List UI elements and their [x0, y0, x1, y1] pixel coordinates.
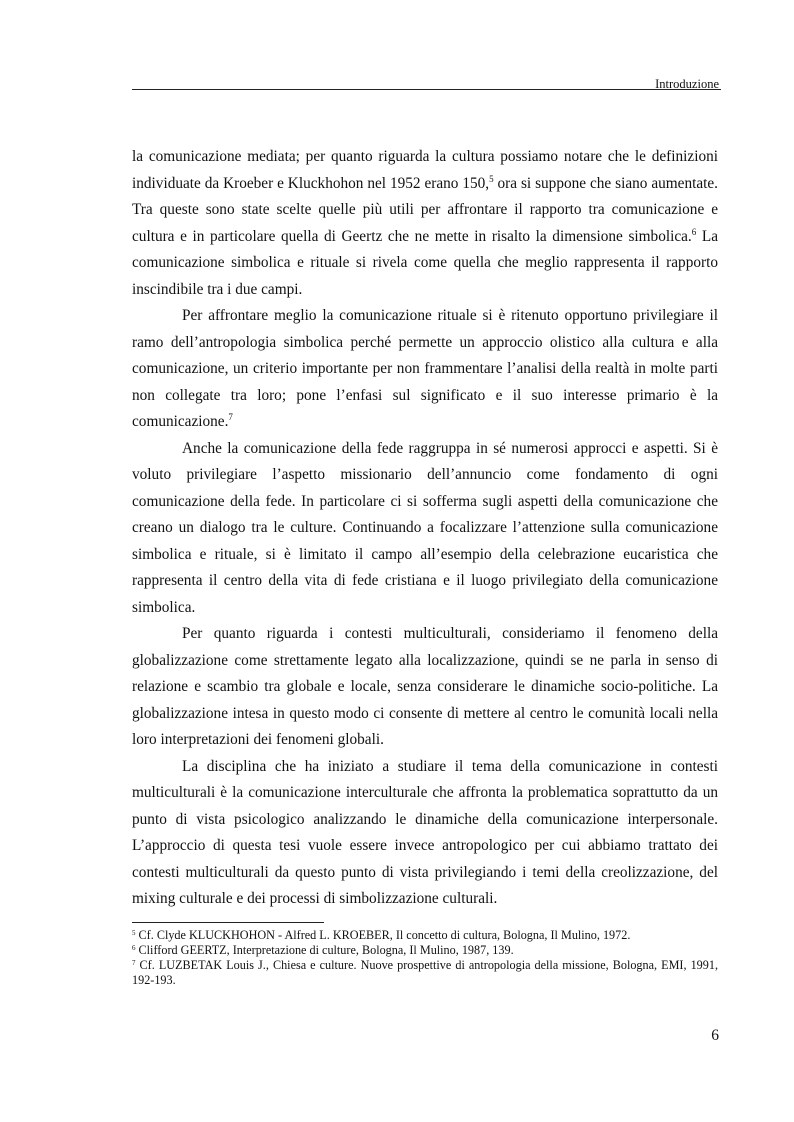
footnote-6 — [132, 943, 718, 958]
footnote-number: 5 — [132, 929, 136, 937]
body-text — [132, 144, 718, 913]
footnote-5 — [132, 928, 718, 943]
paragraph-text: la comunicazione mediata; per quanto riguarda la cultura possiamo notare che le definizioni individuate da Kroeber e Kluckhohon nel 1952 erano 150, — [132, 148, 718, 192]
footnote-text: Clifford GEERTZ, Interpretazione di culture, Bologna, Il Mulino, 1987, 139. — [135, 943, 514, 957]
paragraph-text: Per affrontare meglio la comunicazione rituale si è ritenuto opportuno privilegiare il ramo dell’antropologia simbolica perché permette un approccio olistico alla cultura e alla comunicazione, un criterio importante per non frammentare l’analisi della realtà in molte parti non collegate tra loro; pone l’enfasi sul significato e il suo interesse primario è la comunicazione. — [132, 307, 718, 430]
header-rule — [132, 89, 721, 90]
paragraph-1 — [132, 144, 718, 303]
footnote-ref-5[interactable]: 5 — [489, 173, 494, 184]
footnotes — [132, 928, 718, 988]
paragraph-text: ora si suppone che siano aumentate. Tra queste sono state scelte quelle più utili per affrontare il rapporto tra comunicazione e cultura e in particolare quella di Geertz che ne mette in risalto la dimensione simbolica. — [132, 174, 718, 245]
paragraph-text: La comunicazione simbolica e rituale si rivela come quella che meglio rappresenta il rapporto inscindibile tra i due campi. — [132, 227, 718, 298]
footnote-7 — [132, 958, 718, 988]
paragraph-text: La disciplina che ha iniziato a studiare il tema della comunicazione in contesti multiculturali è la comunicazione interculturale che affronta la problematica soprattutto da un punto di vista psicologico analizzando le dinamiche della comunicazione interpersonale. L’approccio di questa tesi vuole essere invece antropologico per cui abbiamo trattato dei contesti multiculturali da questo punto di vista privilegiando i temi della creolizzazione, del mixing culturale e dei processi di simbolizzazione culturali. — [132, 757, 718, 907]
footnote-number: 7 — [132, 959, 136, 967]
paragraph-text: Per quanto riguarda i contesti multiculturali, consideriamo il fenomeno della globalizzazione come strettamente legato alla localizzazione, quindi se ne parla in senso di relazione e scambio tra globale e locale, senza considerare le dinamiche socio-politiche. La globalizzazione intesa in questo modo ci consente di mettere al centro le comunità locali nella loro interpretazioni dei fenomeni globali. — [132, 625, 718, 748]
footnote-ref-7[interactable]: 7 — [228, 412, 233, 422]
paragraph-5 — [132, 754, 718, 913]
footnote-text: Cf. Clyde KLUCKHOHON - Alfred L. KROEBER, Il concetto di cultura, Bologna, Il Mulino, 1972. — [135, 928, 631, 942]
footnote-rule — [132, 922, 324, 923]
footnote-number: 6 — [132, 944, 136, 952]
paragraph-4 — [132, 621, 718, 754]
paragraph-2 — [132, 303, 718, 436]
page-number: 6 — [711, 1027, 719, 1044]
paragraph-3 — [132, 436, 718, 622]
footnote-text: Cf. LUZBETAK Louis J., Chiesa e culture. Nuove prospettive di antropologia della missione, Bologna, EMI, 1991, 192-193. — [132, 958, 718, 987]
paragraph-text: Anche la comunicazione della fede raggruppa in sé numerosi approcci e aspetti. Si è voluto privilegiare l’aspetto missionario dell’annuncio come fondamento di ogni comunicazione della fede. In particolare ci si sofferma sugli aspetti della comunicazione che creano un dialogo tra le culture. Continuando a focalizzare l’attenzione sulla comunicazione simbolica e rituale, si è limitato il campo all’esempio della celebrazione eucaristica che rappresenta il centro della vita di fede cristiana e il luogo privilegiato della comunicazione simbolica. — [132, 439, 718, 616]
footnote-ref-6[interactable]: 6 — [691, 226, 697, 237]
running-header: Introduzione — [655, 77, 719, 91]
